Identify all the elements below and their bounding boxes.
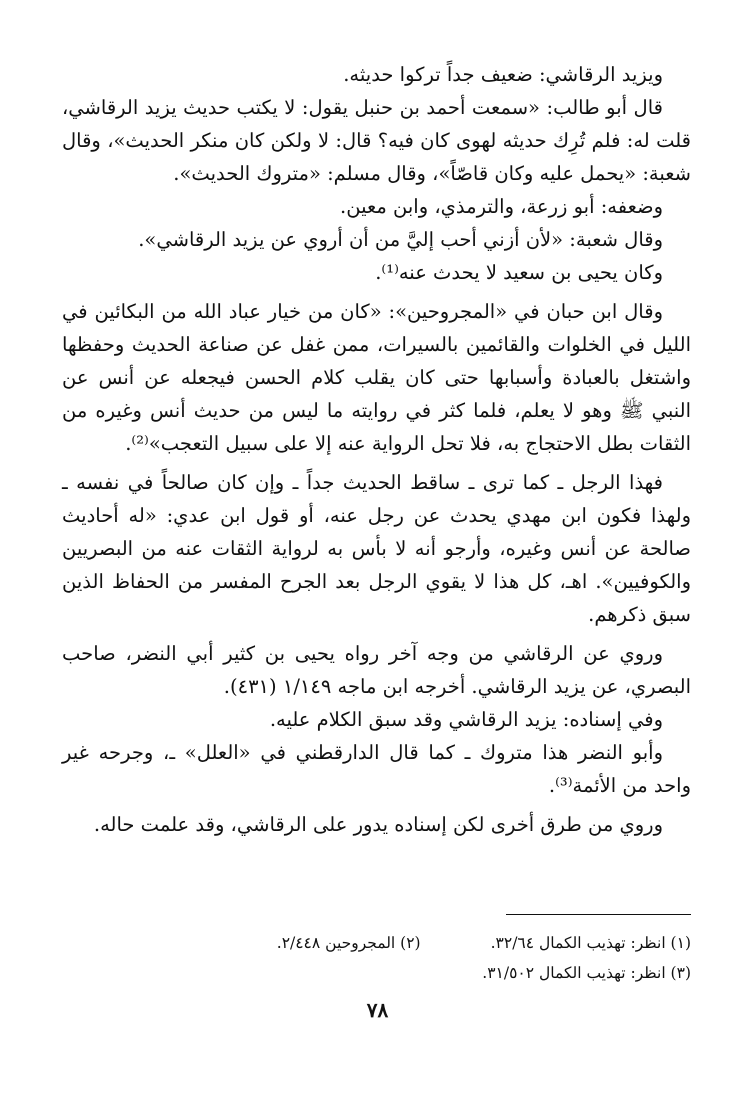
paragraph: وضعفه: أبو زرعة، والترمذي، وابن معين.: [340, 195, 663, 218]
footnote-row: [62, 958, 691, 988]
paragraph: قال أبو طالب: «سمعت أحمد بن حنبل يقول: لا يكتب حديث يزيد الرقاشي، قلت له: فلم تُرِك حديثه لهوى كان فيه؟ قال: لا ولكن كان منكر الحديث»، وقال شعبة: «يحمل عليه وكان قاصّاً»، وقال مسلم: «متروك الحديث».: [62, 96, 691, 185]
main-text: [62, 58, 691, 841]
paragraph: وكان يحيى بن سعيد لا يحدث عنه⁽¹⁾.: [375, 261, 663, 284]
paragraph: وروي من طرق أخرى لكن إسناده يدور على الرقاشي، وقد علمت حاله.: [93, 813, 663, 836]
footnote-2: (٢) المجروحين ٢/٤٤٨.: [276, 934, 421, 952]
footnote-divider: [506, 914, 691, 915]
footnote-3: (٣) انظر: تهذيب الكمال ٣١/٥٠٢.: [482, 964, 691, 982]
footnote-row: [62, 928, 691, 958]
page-number: ٧٨: [366, 998, 389, 1022]
paragraph: فهذا الرجل ـ كما ترى ـ ساقط الحديث جداً ـ وإن كان صالحاً في نفسه ـ ولهذا فكون ابن مهدي يحدث عن رجل عنه، أو قول ابن عدي: «له أحاديث صالحة عن أنس وغيره، وأرجو أنه لا بأس به لرواية الثقات عنه من البصريين والكوفيين». اهـ، كل هذا لا يقوي الرجل بعد الجرح المفسر من الحفاظ الذين سبق ذكرهم.: [62, 471, 691, 626]
footnotes: [62, 928, 691, 988]
paragraph: ويزيد الرقاشي: ضعيف جداً تركوا حديثه.: [343, 63, 663, 86]
paragraph: وقال ابن حبان في «المجروحين»: «كان من خيار عباد الله من البكائين في الليل في الخلوات والقائمين بالسيرات، ممن غفل عن صناعة الحديث وحفظها واشتغل بالعبادة وأسبابها حتى كان يقلب كلام الحسن فيجعله عن أنس عن النبي ﷺ وهو لا يعلم، فلما كثر في روايته ما ليس من حديث أنس وغيره من الثقات بطل الاحتجاج به، فلا تحل الرواية عنه إلا على سبيل التعجب»⁽²⁾.: [62, 300, 691, 455]
footnote-1: (١) انظر: تهذيب الكمال ٣٢/٦٤.: [490, 934, 691, 952]
paragraph: وروي عن الرقاشي من وجه آخر رواه يحيى بن كثير أبي النضر، صاحب البصري، عن يزيد الرقاشي. أخرجه ابن ماجه ١/١٤٩ (٤٣١).: [62, 642, 691, 698]
paragraph: وفي إسناده: يزيد الرقاشي وقد سبق الكلام عليه.: [269, 708, 663, 731]
paragraph: وقال شعبة: «لأن أزني أحب إليَّ من أن أروي عن يزيد الرقاشي».: [138, 228, 663, 251]
paragraph: وأبو النضر هذا متروك ـ كما قال الدارقطني في «العلل» ـ، وجرحه غير واحد من الأئمة⁽³⁾.: [62, 741, 691, 797]
